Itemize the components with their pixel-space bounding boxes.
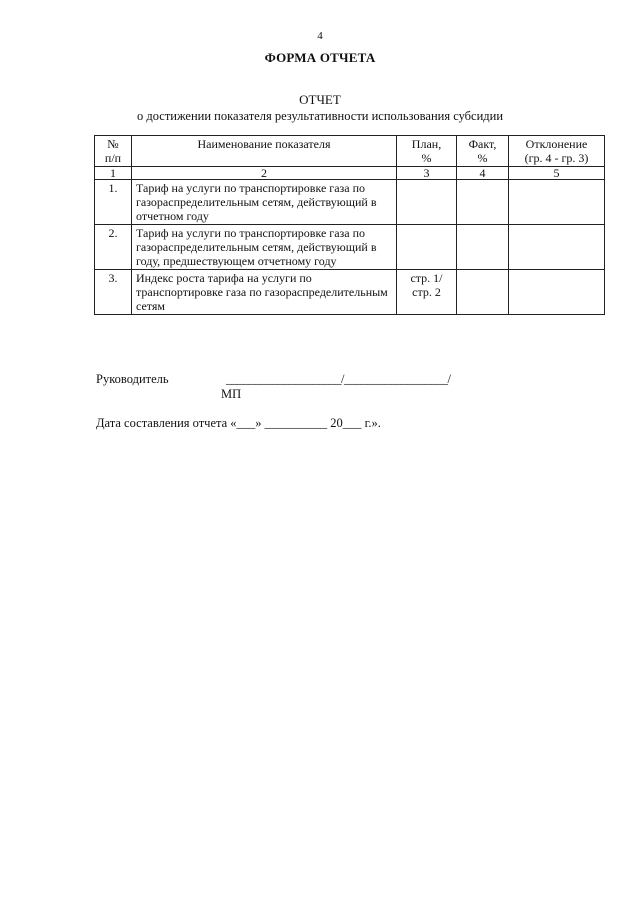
column-number: 4 (457, 167, 509, 180)
row-plan-line2: стр. 2 (412, 285, 441, 299)
row-deviation (509, 270, 605, 315)
row-fact (457, 225, 509, 270)
header-num-line2: п/п (104, 151, 122, 165)
signature-line: ____________________/__________________/ (226, 372, 451, 386)
row-fact (457, 270, 509, 315)
header-num-line1: № (107, 137, 119, 151)
header-num (95, 136, 132, 167)
form-title: ФОРМА ОТЧЕТА (264, 50, 376, 65)
row-plan (397, 270, 457, 315)
header-name (132, 136, 397, 167)
header-name-text: Наименование показателя (197, 137, 331, 151)
header-deviation-line1: Отклонение (525, 137, 588, 151)
page-number: 4 (317, 30, 323, 42)
column-number: 1 (95, 167, 132, 180)
report-title: ОТЧЕТ (299, 92, 341, 107)
report-table (94, 135, 605, 315)
header-fact-line2: % (477, 151, 488, 165)
row-num: 2. (95, 225, 132, 270)
table-header-row (95, 136, 605, 167)
stamp-label: МП (221, 387, 242, 401)
header-plan-line2: % (421, 151, 432, 165)
header-deviation-line2: (гр. 4 - гр. 3) (524, 151, 589, 165)
row-num: 3. (95, 270, 132, 315)
row-fact (457, 180, 509, 225)
table-row (95, 270, 605, 315)
table-row (95, 180, 605, 225)
header-fact (457, 136, 509, 167)
row-name: Индекс роста тарифа на услуги по транспортировке газа по газораспределительным сетям (132, 270, 397, 315)
header-fact-line1: Факт, (468, 137, 497, 151)
row-plan (397, 225, 457, 270)
row-name: Тариф на услуги по транспортировке газа по газораспределительным сетям, действующий в году, предшествующем отчетному году (132, 225, 397, 270)
report-subtitle: о достижении показателя результативности использования субсидии (136, 109, 504, 123)
column-number: 3 (397, 167, 457, 180)
header-deviation (509, 136, 605, 167)
column-number: 5 (509, 167, 605, 180)
row-deviation (509, 225, 605, 270)
header-plan-line1: План, (411, 137, 442, 151)
row-plan (397, 180, 457, 225)
date-line: Дата составления отчета «___» __________ 20___ г.». (96, 416, 381, 430)
header-plan (397, 136, 457, 167)
table-row (95, 225, 605, 270)
row-name: Тариф на услуги по транспортировке газа по газораспределительным сетям, действующий в отчетном году (132, 180, 397, 225)
column-numbers-row (95, 167, 605, 180)
column-number: 2 (132, 167, 397, 180)
row-plan-line1: стр. 1/ (410, 271, 443, 285)
row-num: 1. (95, 180, 132, 225)
signature-label: Руководитель (96, 372, 169, 386)
row-deviation (509, 180, 605, 225)
